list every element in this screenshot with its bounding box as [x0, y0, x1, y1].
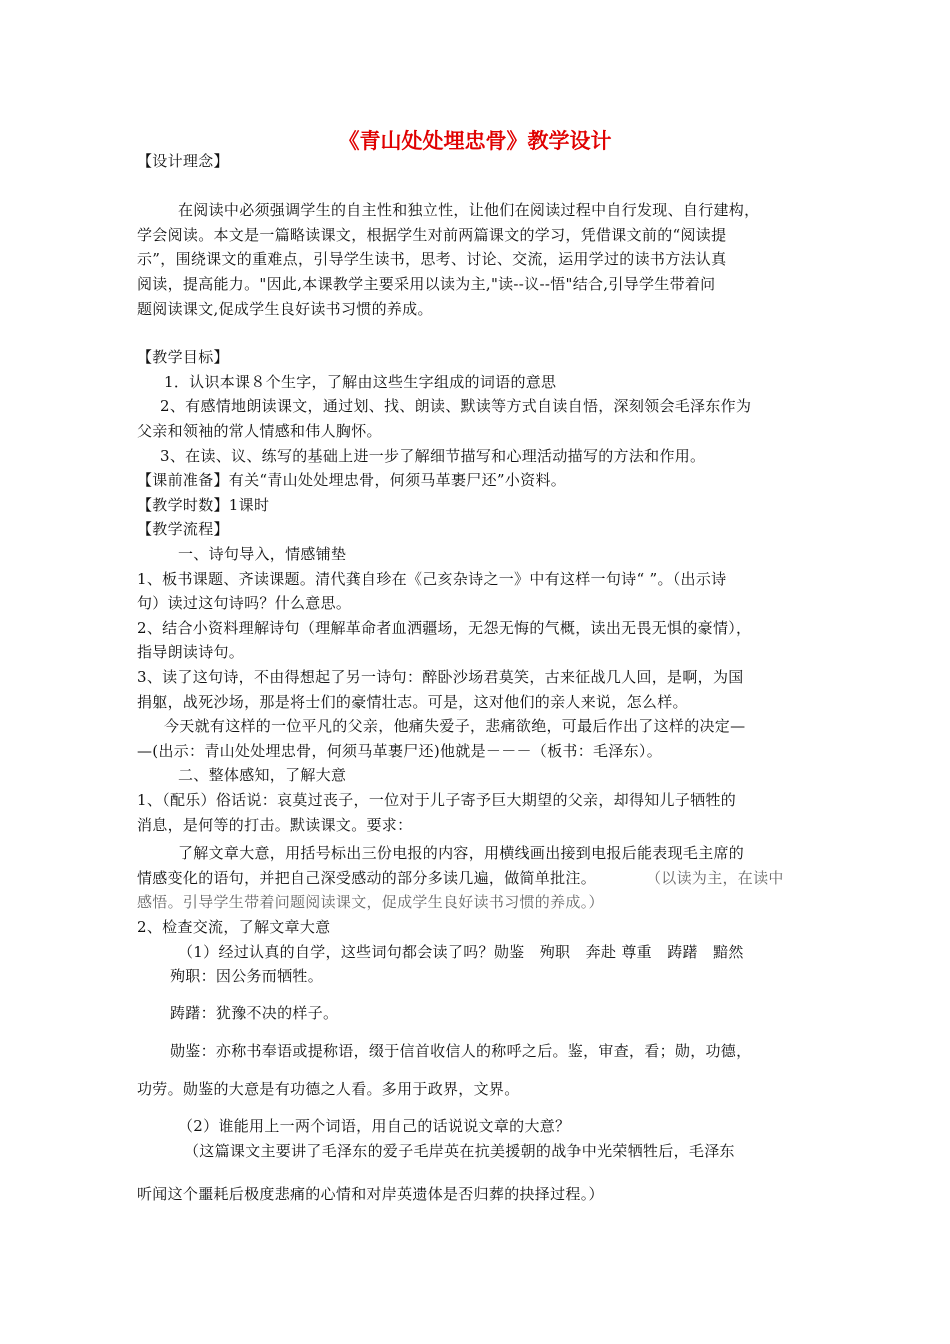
paragraph-line: （1）经过认真的自学，这些词句都会读了吗？勋鉴 殉职 奔赴 尊重 踌躇 黯然 [178, 943, 744, 961]
paragraph-line: 父亲和领袖的常人情感和伟人胸怀。 [137, 422, 382, 440]
section-heading-procedure: 【教学流程】 [137, 520, 229, 538]
paragraph-line: —(出示：青山处处埋忠骨，何须马革裹尸还)他就是－－－（板书：毛泽东）。 [137, 742, 663, 760]
section-heading-objectives: 【教学目标】 [137, 348, 229, 366]
section-heading-design-concept: 【设计理念】 [137, 152, 229, 170]
paragraph-line: 指导朗读诗句。 [137, 643, 245, 661]
teaching-note: 感悟。引导学生带着问题阅读课文，促成学生良好读书习惯的养成。） [137, 893, 604, 911]
paragraph-line: 2、结合小资料理解诗句（理解革命者血洒疆场，无怨无悔的气概，读出无畏无惧的豪情）， [137, 619, 752, 637]
paragraph-line: 功劳。勋鉴的大意是有功德之人看。多用于政界，文界。 [137, 1080, 520, 1098]
section-heading-duration: 【教学时数】1课时 [137, 496, 270, 514]
subsection-heading: 二、整体感知，了解大意 [178, 766, 347, 784]
paragraph-line: （2）谁能用上一两个词语，用自己的话说说文章的大意？ [178, 1117, 571, 1135]
subsection-heading: 一、诗句导入，情感铺垫 [178, 545, 347, 563]
paragraph-line: 听闻这个噩耗后极度悲痛的心情和对岸英遗体是否归葬的抉择过程。） [137, 1185, 604, 1203]
vocabulary-definition: 殉职：因公务而牺牲。 [170, 967, 324, 985]
teaching-note: （以读为主，在读中 [646, 869, 784, 887]
paragraph-line: 在阅读中必须强调学生的自主性和独立性，让他们在阅读过程中自行发现、自行建构， [178, 201, 760, 219]
paragraph-line: 阅读，提高能力。"因此,本课教学主要采用以读为主,"读--议--悟"结合,引导学生带着问 [137, 275, 716, 293]
paragraph-line: 示”，围绕课文的重难点，引导学生读书，思考、讨论、交流，运用学过的读书方法认真 [137, 250, 727, 268]
document-title: 《青山处处埋忠骨》教学设计 [338, 129, 612, 153]
paragraph-line: （这篇课文主要讲了毛泽东的爱子毛岸英在抗美援朝的战争中光荣牺牲后，毛泽东 [184, 1142, 735, 1160]
paragraph-line: 2、检查交流，了解文章大意 [137, 918, 331, 936]
objective-item: 1．认识本课８个生字，了解由这些生字组成的词语的意思 [164, 373, 557, 391]
paragraph-line: 1、板书课题、齐读课题。清代龚自珍在《己亥杂诗之一》中有这样一句诗“ ”。（出示诗 [137, 570, 727, 588]
objective-item: 2、有感情地朗读课文，通过划、找、朗读、默读等方式自读自悟，深刻领会毛泽东作为 [160, 397, 752, 415]
objective-item: 3、在读、议、练写的基础上进一步了解细节描写和心理活动描写的方法和作用。 [160, 447, 706, 465]
paragraph-line: 消息，是何等的打击。默读课文。要求： [137, 816, 413, 834]
paragraph-line: 3、读了这句诗，不由得想起了另一诗句：醉卧沙场君莫笑，古来征战几人回，是啊，为国 [137, 668, 744, 686]
paragraph-line: 今天就有这样的一位平凡的父亲，他痛失爱子，悲痛欲绝，可最后作出了这样的决定— [164, 717, 746, 735]
paragraph-line: 捐躯，战死沙场，那是将士们的豪情壮志。可是，这对他们的亲人来说，怎么样。 [137, 693, 688, 711]
paragraph-line: 学会阅读。本文是一篇略读课文，根据学生对前两篇课文的学习，凭借课文前的“阅读提 [137, 226, 727, 244]
paragraph-line: 1、（配乐）俗话说：哀莫过丧子，一位对于儿子寄予巨大期望的父亲，却得知儿子牺牲的 [137, 791, 737, 809]
paragraph-line: 句）读过这句诗吗？什么意思。 [137, 594, 352, 612]
paragraph-line: 题阅读课文,促成学生良好读书习惯的养成。 [137, 300, 433, 318]
paragraph-line: 了解文章大意，用括号标出三份电报的内容，用横线画出接到电报后能表现毛主席的 [178, 844, 745, 862]
paragraph-line: 情感变化的语句，并把自己深受感动的部分多读几遍，做简单批注。 [137, 869, 597, 887]
vocabulary-definition: 踌躇：犹豫不决的样子。 [170, 1004, 339, 1022]
vocabulary-definition: 勋鉴：亦称书奉语或提称语，缀于信首收信人的称呼之后。鉴，审查，看；勋，功德， [170, 1042, 752, 1060]
section-heading-preparation: 【课前准备】有关“青山处处埋忠骨，何须马革裹尸还”小资料。 [137, 471, 567, 489]
